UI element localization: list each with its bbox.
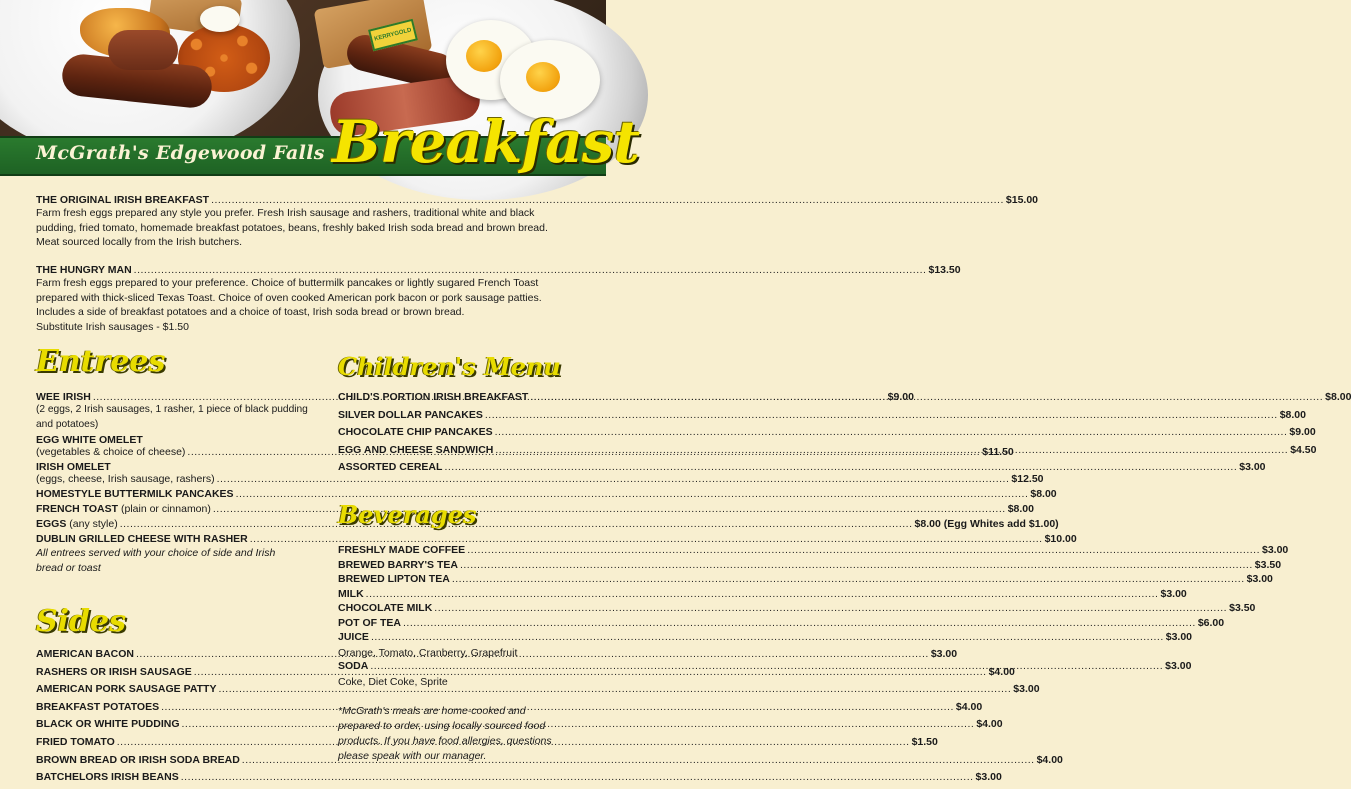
list-item: SODA ..... $3.00 bbox=[338, 660, 570, 675]
item-description: Farm fresh eggs prepared to your preference. Choice of buttermilk pancakes or lightly sugared French Toast prepared with thick-sliced Texas Toast. Choice of oven cooked American pork bacon or pork sausage patties. Includes a side of breakfast potatoes and a choice of toast, Irish soda bread or brown bread. bbox=[36, 277, 542, 318]
entrees-heading: Entrees bbox=[36, 344, 166, 379]
entrees-note: All entrees served with your choice of side and Irish bread or toast bbox=[36, 547, 276, 574]
restaurant-name: McGrath's Edgewood Falls bbox=[36, 142, 325, 164]
list-item-detail: (eggs, cheese, Irish sausage, rashers) ..... $12.50 bbox=[36, 473, 320, 485]
item-name: THE HUNGRY MAN bbox=[36, 264, 132, 276]
list-item: SILVER DOLLAR PANCAKES ..... $8.00 bbox=[338, 409, 570, 427]
egg-white bbox=[200, 6, 240, 32]
list-item: BREWED LIPTON TEA ..... $3.00 bbox=[338, 573, 570, 588]
list-item: CHOCOLATE MILK ..... $3.50 bbox=[338, 602, 570, 617]
item-description: Farm fresh eggs prepared any style you prefer. Fresh Irish sausage and rashers, traditional white and black pudding, fried tomato, homemade breakfast potatoes, beans, freshly baked Irish soda bread and brown bread. Meat sourced locally from the Irish butchers. bbox=[36, 207, 548, 248]
item-detail: Coke, Diet Coke, Sprite bbox=[338, 675, 448, 688]
list-item-detail: (vegetables & choice of cheese) ..... $11.50 bbox=[36, 446, 320, 458]
list-item: BLACK OR WHITE PUDDING ..... $4.00 bbox=[36, 718, 320, 736]
list-item: FRENCH TOAST (plain or cinnamon) ..... $8.00 bbox=[36, 503, 320, 515]
item-price: $13.50 bbox=[928, 264, 961, 276]
list-item: BROWN BREAD OR IRISH SODA BREAD ..... $4.00 bbox=[36, 754, 320, 772]
list-item: HOMESTYLE BUTTERMILK PANCAKES ..... $8.00 bbox=[36, 488, 320, 500]
list-item: WEE IRISH ..... $9.00 bbox=[36, 391, 320, 403]
list-item: CHOCOLATE CHIP PANCAKES ..... $9.00 bbox=[338, 426, 570, 444]
butter-pat: KERRYGOLD bbox=[368, 19, 418, 51]
item-name: THE ORIGINAL IRISH BREAKFAST bbox=[36, 194, 210, 206]
list-item: EGG WHITE OMELET bbox=[36, 434, 143, 446]
list-item: MILK ..... $3.00 bbox=[338, 588, 570, 603]
list-item: FRIED TOMATO ..... $1.50 bbox=[36, 736, 320, 754]
list-item: AMERICAN PORK SAUSAGE PATTY ..... $3.00 bbox=[36, 683, 320, 701]
featured-hungry-man bbox=[36, 264, 961, 334]
list-item: AMERICAN BACON ..... $3.00 bbox=[36, 648, 320, 666]
page-title: Breakfast bbox=[332, 108, 640, 176]
sides-heading: Sides bbox=[36, 604, 127, 639]
list-item: POT OF TEA ..... $6.00 bbox=[338, 617, 570, 632]
item-note: Substitute Irish sausages - $1.50 bbox=[36, 320, 189, 333]
list-item: RASHERS OR IRISH SAUSAGE ..... $4.00 bbox=[36, 666, 320, 684]
beverages-heading: Beverages bbox=[338, 500, 477, 529]
list-item: DUBLIN GRILLED CHEESE WITH RASHER ..... $10.00 bbox=[36, 533, 320, 545]
featured-original bbox=[36, 194, 1039, 250]
list-item: EGGS (any style) ..... $8.00 (Egg Whites add $1.00) bbox=[36, 518, 320, 530]
item-detail: Orange, Tomato, Cranberry, Grapefruit bbox=[338, 646, 518, 659]
list-item: CHILD'S PORTION IRISH BREAKFAST ..... $8.00 bbox=[338, 391, 570, 409]
list-item: ASSORTED CEREAL ..... $3.00 bbox=[338, 461, 570, 479]
list-item: FRESHLY MADE COFFEE ..... $3.00 bbox=[338, 544, 570, 559]
item-detail: (2 eggs, 2 Irish sausages, 1 rasher, 1 piece of black pudding and potatoes) bbox=[36, 404, 308, 430]
rasher bbox=[108, 30, 178, 70]
list-item: EGG AND CHEESE SANDWICH ..... $4.50 bbox=[338, 444, 570, 462]
list-item: JUICE ..... $3.00 bbox=[338, 631, 570, 646]
childrens-menu-heading: Children's Menu bbox=[338, 352, 561, 381]
disclaimer: *McGrath's meals are home-cooked and prepared to order, using locally sourced food products. If you have food allergies, questions please speak with our manager. bbox=[338, 705, 552, 762]
list-item: BREAKFAST POTATOES ..... $4.00 bbox=[36, 701, 320, 719]
item-price: $15.00 bbox=[1005, 194, 1039, 206]
list-item: BATCHELORS IRISH BEANS ..... $3.00 bbox=[36, 771, 320, 789]
list-item: IRISH OMELET bbox=[36, 461, 111, 473]
list-item: BREWED BARRY'S TEA ..... $3.50 bbox=[338, 559, 570, 574]
